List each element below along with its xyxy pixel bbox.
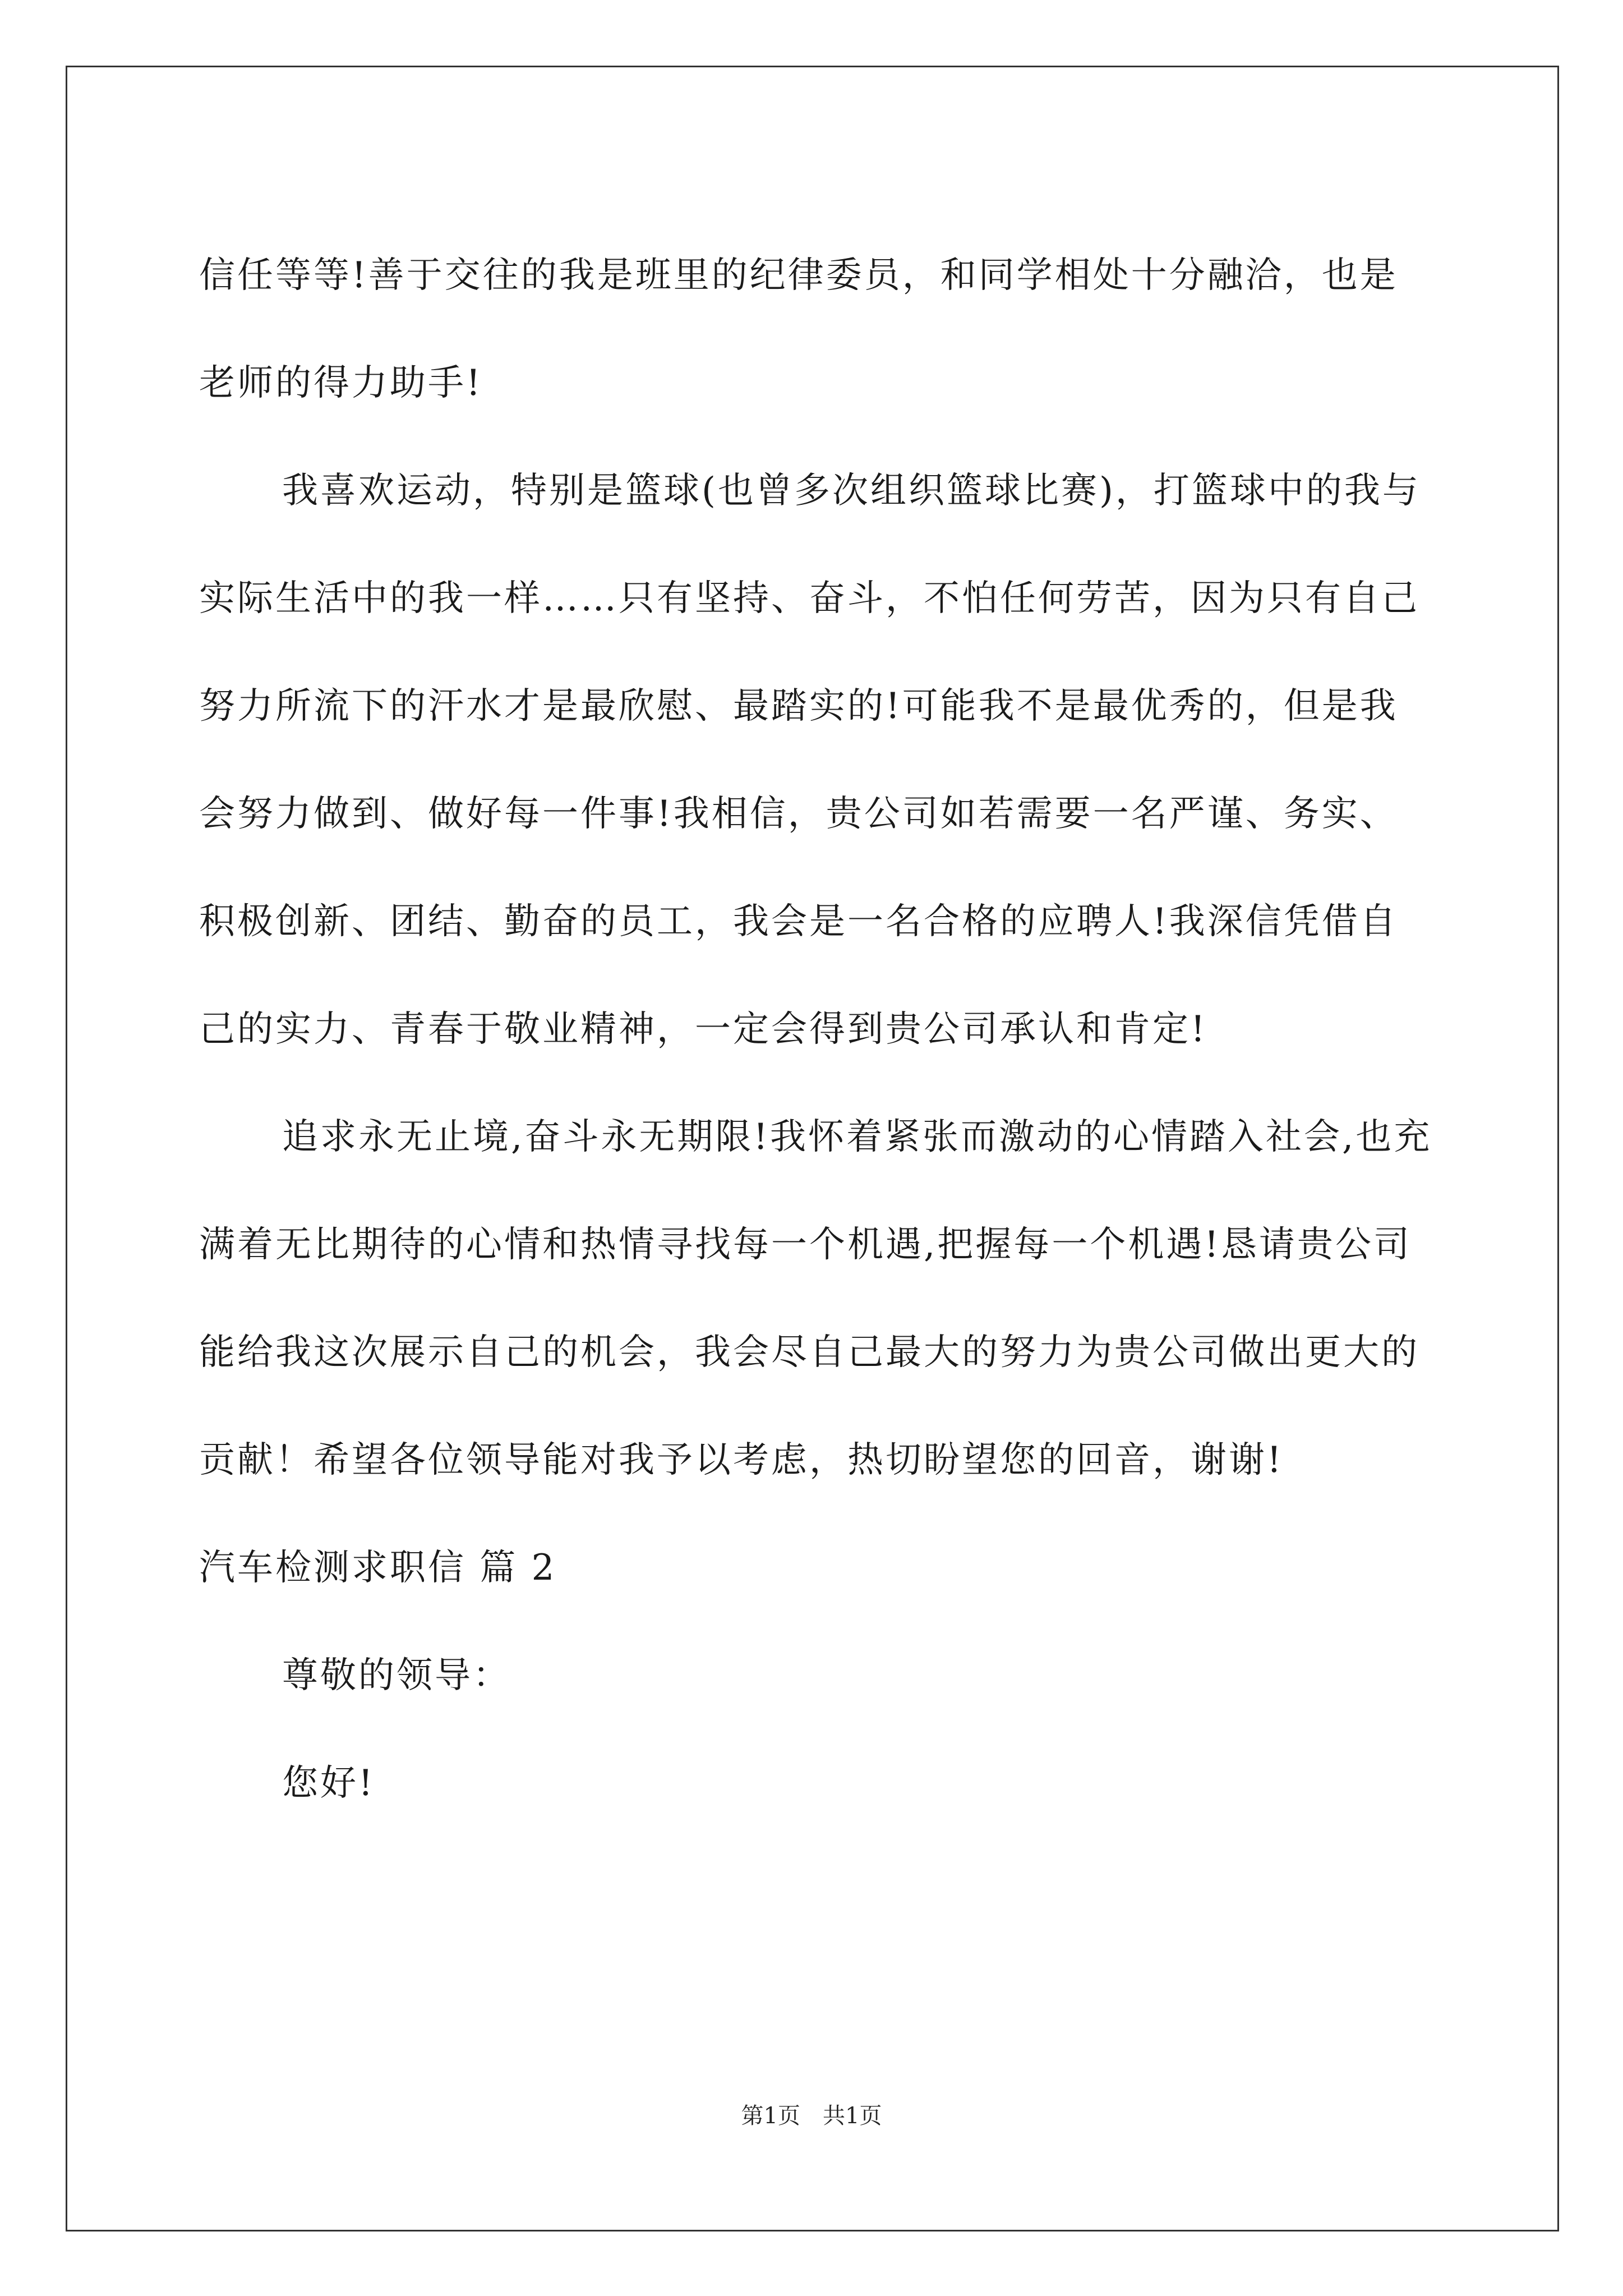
paragraph-3: 追求永无止境,奋斗永无期限!我怀着紧张而激动的心情踏入社会,也充满着无比期待的心情和热情寻找每一个机遇,把握每一个机遇!恳请贵公司能给我这次展示自己的机会，我会尽自己最大的努力为贵公司做出更大的贡献！希望各位领导能对我予以考虑，热切盼望您的回音，谢谢! (199, 1116, 1432, 1481)
greeting: 您好! (282, 1763, 375, 1804)
section-heading: 汽车检测求职信 篇 2 (199, 1547, 557, 1589)
paragraph-2: 我喜欢运动，特别是篮球(也曾多次组织篮球比赛)，打篮球中的我与实际生活中的我一样……只有坚持、奋斗，不怕任何劳苦，因为只有自己努力所流下的汗水才是最欣慰、最踏实的!可能我不是最优秀的，但是我会努力做到、做好每一件事!我相信，贵公司如若需要一名严谨、务实、积极创新、团结、勤奋的员工，我会是一名合格的应聘人!我深信凭借自己的实力、青春于敬业精神，一定会得到贵公司承认和肯定! (199, 470, 1421, 1050)
salutation: 尊敬的领导： (282, 1655, 511, 1696)
paragraph-1: 信任等等!善于交往的我是班里的纪律委员，和同学相处十分融洽，也是老师的得力助手! (199, 255, 1398, 404)
document-body (199, 222, 1433, 1837)
page-footer: 第1页 共1页 (741, 2103, 882, 2129)
